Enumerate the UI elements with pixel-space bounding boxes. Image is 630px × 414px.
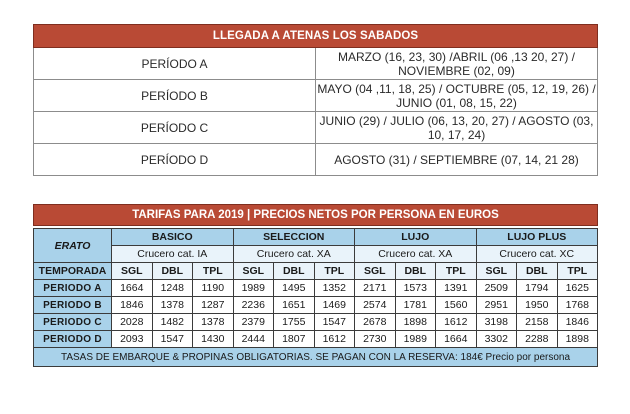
prices-table-title: TARIFAS PARA 2019 | PRECIOS NETOS POR PERSONA EN EUROS <box>33 204 598 226</box>
price-cell: 1190 <box>193 280 234 297</box>
period-label: PERIODO D <box>34 331 112 348</box>
period-label: PERIODO C <box>34 314 112 331</box>
price-cell: 2379 <box>233 314 274 331</box>
price-cell: 1248 <box>152 280 193 297</box>
room-type-header: TPL <box>193 263 234 280</box>
price-cell: 1664 <box>112 280 153 297</box>
cruise-category: Crucero cat. XA <box>233 246 355 263</box>
period-label: PERIODO B <box>34 297 112 314</box>
price-cell: 1989 <box>395 331 436 348</box>
price-cell: 1768 <box>557 297 598 314</box>
price-cell: 1560 <box>436 297 477 314</box>
price-cell: 1664 <box>436 331 477 348</box>
prices-table <box>33 228 598 367</box>
category-basico: BASICO <box>112 229 234 246</box>
room-type-header: DBL <box>395 263 436 280</box>
price-cell: 1287 <box>193 297 234 314</box>
price-cell: 1781 <box>395 297 436 314</box>
price-cell: 2028 <box>112 314 153 331</box>
table-row <box>34 48 598 80</box>
period-dates: JUNIO (29) / JULIO (06, 13, 20, 27) / AGOSTO (03, 10, 17, 24) <box>316 112 598 144</box>
category-header-row <box>34 229 598 246</box>
room-type-header: TPL <box>314 263 355 280</box>
room-type-header: SGL <box>112 263 153 280</box>
price-cell: 2509 <box>476 280 517 297</box>
arrival-table-header: LLEGADA A ATENAS LOS SABADOS <box>34 25 598 48</box>
price-cell: 1469 <box>314 297 355 314</box>
price-cell: 1378 <box>152 297 193 314</box>
price-cell: 2093 <box>112 331 153 348</box>
room-type-header: SGL <box>355 263 396 280</box>
period-dates: AGOSTO (31) / SEPTIEMBRE (07, 14, 21 28) <box>316 144 598 176</box>
price-cell: 1612 <box>314 331 355 348</box>
room-type-header: TPL <box>557 263 598 280</box>
price-cell: 1612 <box>436 314 477 331</box>
room-type-header: SGL <box>476 263 517 280</box>
price-cell: 1950 <box>517 297 558 314</box>
period-dates: MAYO (04 ,11, 18, 25) / OCTUBRE (05, 12, 19, 26) / JUNIO (01, 08, 15, 22) <box>317 81 596 110</box>
arrival-dates-table <box>33 24 598 176</box>
price-cell: 1352 <box>314 280 355 297</box>
table-row <box>34 314 598 331</box>
price-cell: 1989 <box>233 280 274 297</box>
price-cell: 2158 <box>517 314 558 331</box>
period-label: PERÍODO A <box>34 48 316 80</box>
price-cell: 1547 <box>314 314 355 331</box>
price-cell: 1846 <box>112 297 153 314</box>
room-type-header: DBL <box>517 263 558 280</box>
erato-label: ERATO <box>34 229 112 263</box>
period-label: PERIODO A <box>34 280 112 297</box>
price-cell: 1625 <box>557 280 598 297</box>
category-lujo-plus: LUJO PLUS <box>476 229 598 246</box>
price-cell: 1391 <box>436 280 477 297</box>
price-cell: 2288 <box>517 331 558 348</box>
table-row <box>34 112 598 144</box>
price-cell: 1807 <box>274 331 315 348</box>
room-type-row <box>34 263 598 280</box>
period-dates: MARZO (16, 23, 30) /ABRIL (06 ,13 20, 27) / NOVIEMBRE (02, 09) <box>316 48 598 80</box>
taxes-note: TASAS DE EMBARQUE & PROPINAS OBLIGATORIAS. SE PAGAN CON LA RESERVA: 184€ Precio por persona <box>34 348 598 367</box>
price-cell: 1651 <box>274 297 315 314</box>
footer-row <box>34 348 598 367</box>
price-cell: 2951 <box>476 297 517 314</box>
price-cell: 3302 <box>476 331 517 348</box>
price-cell: 2444 <box>233 331 274 348</box>
period-label: PERÍODO C <box>34 112 316 144</box>
price-cell: 1430 <box>193 331 234 348</box>
price-cell: 1794 <box>517 280 558 297</box>
table-row <box>34 331 598 348</box>
table-row <box>34 144 598 176</box>
period-label: PERÍODO B <box>34 80 316 112</box>
table-row <box>34 280 598 297</box>
price-cell: 1898 <box>557 331 598 348</box>
price-cell: 1755 <box>274 314 315 331</box>
room-type-header: SGL <box>233 263 274 280</box>
price-cell: 1898 <box>395 314 436 331</box>
price-cell: 2236 <box>233 297 274 314</box>
category-lujo: LUJO <box>355 229 477 246</box>
category-seleccion: SELECCION <box>233 229 355 246</box>
cruise-category: Crucero cat. XA <box>355 246 477 263</box>
temporada-label: TEMPORADA <box>34 263 112 280</box>
table-row <box>34 297 598 314</box>
price-cell: 1482 <box>152 314 193 331</box>
price-cell: 2678 <box>355 314 396 331</box>
period-label: PERÍODO D <box>34 144 316 176</box>
price-cell: 1846 <box>557 314 598 331</box>
price-cell: 2574 <box>355 297 396 314</box>
price-cell: 2730 <box>355 331 396 348</box>
price-cell: 2171 <box>355 280 396 297</box>
cruise-category: Crucero cat. XC <box>476 246 598 263</box>
cruise-category: Crucero cat. IA <box>112 246 234 263</box>
price-cell: 1378 <box>193 314 234 331</box>
room-type-header: DBL <box>274 263 315 280</box>
price-cell: 1573 <box>395 280 436 297</box>
price-cell: 3198 <box>476 314 517 331</box>
room-type-header: DBL <box>152 263 193 280</box>
cruise-header-row <box>34 246 598 263</box>
table-row <box>34 80 598 112</box>
price-cell: 1547 <box>152 331 193 348</box>
room-type-header: TPL <box>436 263 477 280</box>
price-cell: 1495 <box>274 280 315 297</box>
